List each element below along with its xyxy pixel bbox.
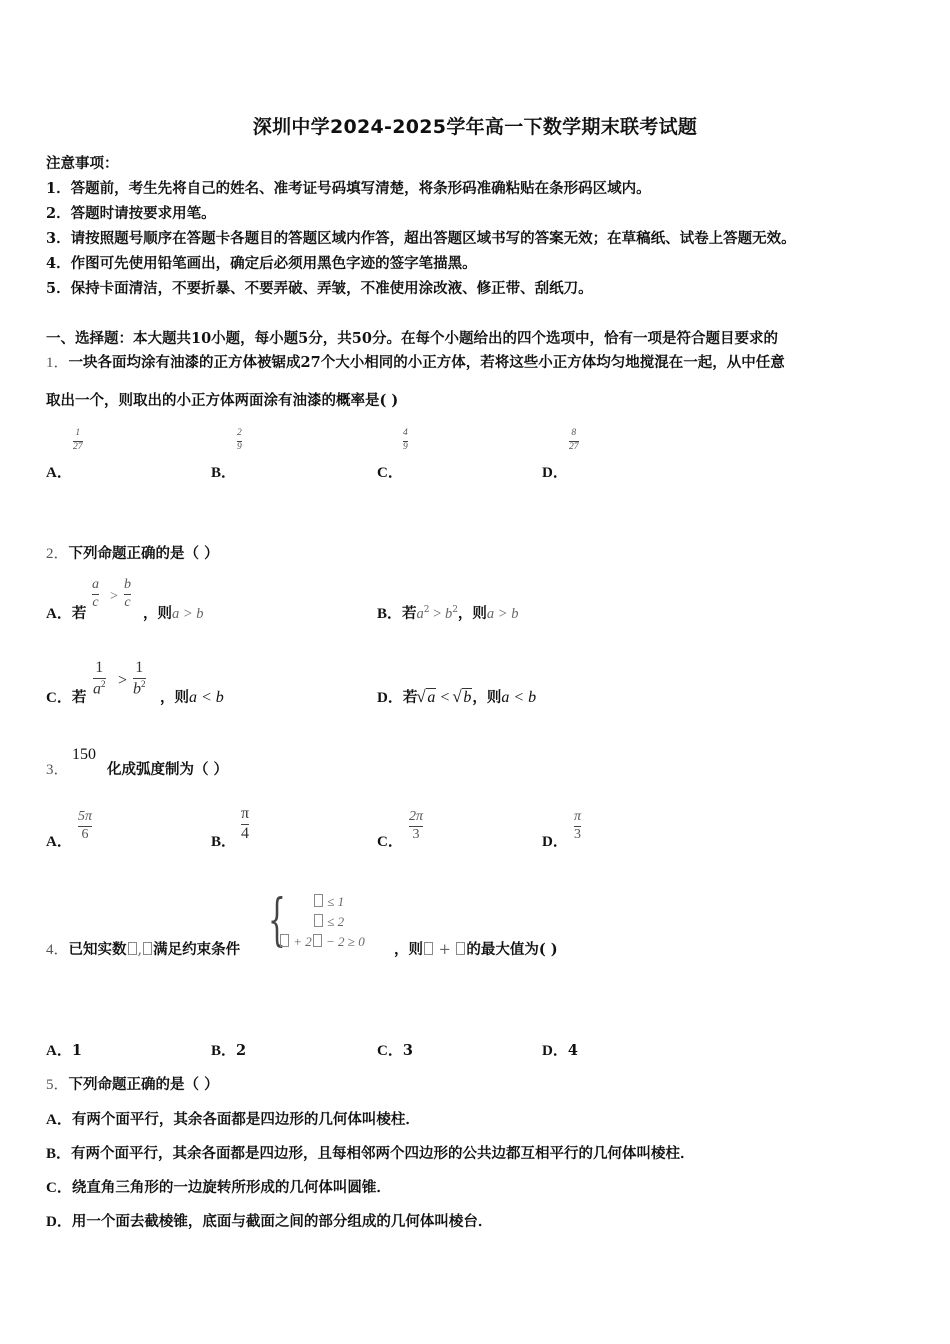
option-b-fraction: π 4 (241, 805, 250, 842)
question-5-stem: 5．下列命题正确的是（ ） (46, 1076, 219, 1093)
question-number: 2． (46, 546, 69, 562)
option-c: C．绕直角三角形的一边旋转所形成的几何体叫圆锥． (46, 1179, 391, 1196)
option-b-fraction: 2 9 (237, 428, 242, 452)
notice-item: 2．答题时请按要求用笔。 (46, 205, 216, 222)
question-stem: 化成弧度制为（ ） (107, 761, 229, 778)
notice-item: 5．保持卡面清洁，不要折暴、不要弄破、弄皱，不准使用涂改液、修正带、刮纸刀。 (46, 280, 593, 297)
option-label: A． (46, 834, 72, 850)
option-label: C． (377, 465, 403, 481)
option-a: A．若 (46, 605, 87, 622)
question-3-number: 3． (46, 762, 69, 778)
greater-sign: > (118, 672, 128, 689)
constraint-brace: { (268, 888, 286, 953)
fraction-b-over-c: b c (124, 577, 131, 610)
degree-value: 150 (72, 746, 96, 763)
option-d: D．用一个面去截棱锥，底面与截面之间的部分组成的几何体叫棱台． (46, 1213, 493, 1230)
option-d: D．若√ a < √ b，则a < b (377, 686, 536, 707)
question-stem: 下列命题正确的是（ ） (68, 545, 219, 562)
notice-heading: 注意事项： (46, 155, 119, 172)
question-4-stem: 4．已知实数 , 满足约束条件 (46, 941, 241, 958)
constraint-1: ≤ 1 (313, 894, 344, 910)
option-a: A．有两个面平行，其余各面都是四边形的几何体叫棱柱． (46, 1111, 420, 1128)
option-c-fraction: 2π 3 (409, 809, 424, 842)
option-c: C．3 (377, 1042, 413, 1059)
option-b: B．有两个面平行，其余各面都是四边形，且每相邻两个四边形的公共边都互相平行的几何体叫棱柱． (46, 1145, 695, 1162)
question-1-line-2: 取出一个，则取出的小正方体两面涂有油漆的概率是( ) (46, 392, 399, 409)
option-label: B． (211, 834, 237, 850)
page-title: 深圳中学2024-2025学年高一下数学期末联考试题 (252, 116, 698, 138)
option-d-fraction: π 3 (574, 809, 582, 842)
option-label: A． (46, 465, 72, 481)
question-4-tail: ，则 + 的最大值为( ) (394, 941, 558, 958)
option-label: D． (542, 834, 568, 850)
constraint-3: + 2 − 2 ≥ 0 (279, 934, 365, 950)
fraction-a-over-c: a c (92, 577, 99, 610)
option-a-fraction: 5π 6 (78, 809, 93, 842)
question-2-stem (46, 542, 219, 563)
notice-item: 3．请按照题号顺序在答题卡各题目的答题区域内作答，超出答题区域书写的答案无效；在草稿纸、试卷上答题无效。 (46, 230, 796, 247)
option-a-fraction: 1 27 (73, 428, 83, 452)
option-a-conclusion: ，则a > b (143, 605, 204, 622)
question-1-line-1 (46, 351, 785, 372)
option-c-conclusion: ，则a < b (160, 689, 224, 706)
question-number: 1． (46, 355, 69, 371)
option-a: A．1 (46, 1042, 82, 1059)
option-d: D．4 (542, 1042, 578, 1059)
constraint-2: ≤ 2 (313, 914, 344, 930)
greater-sign: > (110, 589, 118, 604)
option-c-fraction: 4 9 (403, 428, 408, 452)
sqrt-b: √ b (453, 689, 472, 707)
option-label: C． (377, 834, 403, 850)
notice-item: 1．答题前，考生先将自己的姓名、准考证号码填写清楚，将条形码准确粘贴在条形码区域内。 (46, 180, 651, 197)
question-stem: 一块各面均涂有油漆的正方体被锯成27个大小相同的小正方体，若将这些小正方体均匀地搅混在一起，从中任意 (68, 354, 785, 371)
option-b: B．若$a^2 > b^2$，则a > b (377, 605, 519, 622)
option-b: B．2 (211, 1042, 247, 1059)
fraction-1-over-b2: 1 $b^2$ (133, 659, 146, 698)
option-label: D． (542, 465, 568, 481)
fraction-1-over-a2: 1 $a^2$ (93, 659, 106, 698)
option-c: C．若 (46, 689, 87, 706)
notice-item: 4．作图可先使用铅笔画出，确定后必须用黑色字迹的签字笔描黑。 (46, 255, 477, 272)
option-d-fraction: 8 27 (569, 428, 579, 452)
option-label: B． (211, 465, 237, 481)
section-heading: 一、选择题：本大题共10小题，每小题5分，共50分。在每个小题给出的四个选项中，恰有一项是符合题目要求的 (46, 330, 778, 347)
sqrt-a: √ a (417, 689, 436, 707)
